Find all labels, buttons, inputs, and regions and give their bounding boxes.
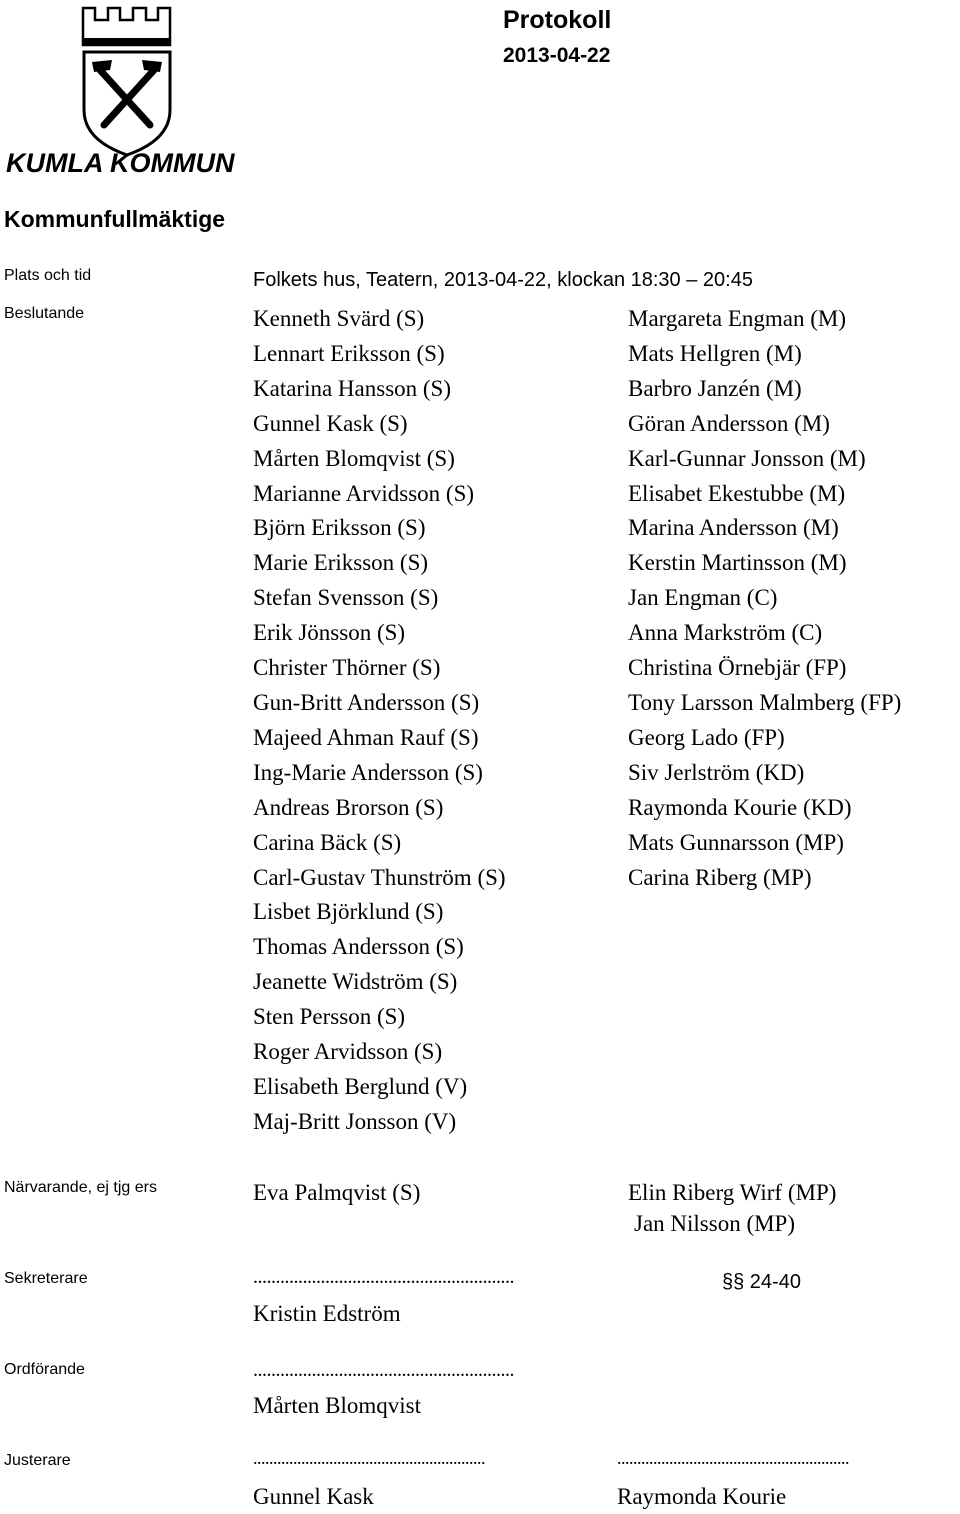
list-item: Marianne Arvidsson (S) [253, 480, 475, 506]
list-item: Roger Arvidsson (S) [253, 1039, 443, 1065]
list-item: Gunnel Kask (S) [253, 410, 408, 436]
narvarande-label: Närvarande, ej tjg ers [4, 1179, 157, 1196]
narvarande-left: Eva Palmqvist (S) [253, 1180, 421, 1205]
list-item: Carina Bäck (S) [253, 829, 402, 855]
beslutande-right-list [628, 302, 901, 895]
list-item: Anna Markström (C) [628, 620, 823, 646]
list-item: Georg Lado (FP) [628, 724, 785, 750]
justerare-label: Justerare [4, 1452, 71, 1469]
list-item: Jeanette Widström (S) [253, 969, 458, 995]
list-item: Katarina Hansson (S) [253, 375, 452, 401]
plats-label: Plats och tid [4, 267, 92, 284]
list-item: Sten Persson (S) [253, 1004, 406, 1030]
sekreterare-label: Sekreterare [4, 1270, 88, 1287]
beslutande-left-list [253, 302, 506, 1140]
list-item: Göran Andersson (M) [628, 410, 830, 436]
list-item: Tony Larsson Malmberg (FP) [628, 689, 902, 715]
list-item: Siv Jerlström (KD) [628, 759, 805, 785]
list-item: Gun-Britt Andersson (S) [253, 689, 480, 715]
list-item: Marie Eriksson (S) [253, 550, 429, 576]
beslutande-label: Beslutande [4, 305, 85, 322]
list-item: Maj-Britt Jonsson (V) [253, 1108, 457, 1134]
list-item: Raymonda Kourie (KD) [628, 794, 852, 820]
list-item: Marina Andersson (M) [628, 515, 839, 541]
kumla-kommun-logo [0, 0, 250, 185]
document-title: Protokoll [503, 6, 612, 34]
section-title: Kommunfullmäktige [4, 206, 226, 232]
list-item: Christina Örnebjär (FP) [628, 655, 847, 681]
list-item: Björn Eriksson (S) [253, 515, 426, 541]
coat-of-arms-icon [0, 0, 250, 185]
paragraph-range: §§ 24-40 [722, 1271, 801, 1293]
justerare-signature-line-1: .......................................................... [253, 1448, 485, 1468]
list-item: Kenneth Svärd (S) [253, 306, 425, 331]
justerare-name-2: Raymonda Kourie [617, 1484, 787, 1509]
sekreterare-signature-line: .......................................................... [253, 1266, 514, 1288]
ordforande-label: Ordförande [4, 1361, 85, 1378]
list-item: Mårten Blomqvist (S) [253, 445, 455, 471]
list-item: Elisabet Ekestubbe (M) [628, 480, 846, 506]
list-item: Kerstin Martinsson (M) [628, 550, 847, 576]
list-item: Margareta Engman (M) [628, 306, 846, 331]
justerare-name-1: Gunnel Kask [253, 1484, 374, 1509]
list-item: Karl-Gunnar Jonsson (M) [628, 445, 866, 471]
list-item: Lennart Eriksson (S) [253, 340, 445, 366]
list-item: Jan Engman (C) [628, 585, 778, 611]
document-date: 2013-04-22 [503, 44, 611, 67]
list-item: Majeed Ahman Rauf (S) [253, 724, 479, 750]
sekreterare-name: Kristin Edström [253, 1301, 401, 1326]
list-item: Barbro Janzén (M) [628, 375, 802, 401]
list-item: Elisabeth Berglund (V) [253, 1073, 468, 1099]
logo-text: KUMLA KOMMUN [6, 148, 235, 178]
narvarande-right-1: Elin Riberg Wirf (MP) [628, 1180, 837, 1205]
list-item: Thomas Andersson (S) [253, 934, 464, 960]
justerare-signature-line-2: .......................................................... [617, 1448, 849, 1468]
list-item: Andreas Brorson (S) [253, 794, 444, 820]
list-item: Ing-Marie Andersson (S) [253, 759, 483, 785]
ordforande-signature-line: .......................................................... [253, 1359, 514, 1381]
ordforande-name: Mårten Blomqvist [253, 1393, 422, 1418]
plats-value: Folkets hus, Teatern, 2013-04-22, klockan 18:30 – 20:45 [253, 269, 753, 291]
list-item: Lisbet Björklund (S) [253, 899, 444, 925]
list-item: Stefan Svensson (S) [253, 585, 439, 611]
narvarande-right-2: Jan Nilsson (MP) [634, 1211, 796, 1236]
list-item: Mats Gunnarsson (MP) [628, 829, 844, 855]
list-item: Carina Riberg (MP) [628, 864, 812, 890]
list-item: Erik Jönsson (S) [253, 620, 406, 646]
list-item: Christer Thörner (S) [253, 655, 441, 681]
list-item: Carl-Gustav Thunström (S) [253, 864, 506, 890]
list-item: Mats Hellgren (M) [628, 340, 802, 366]
